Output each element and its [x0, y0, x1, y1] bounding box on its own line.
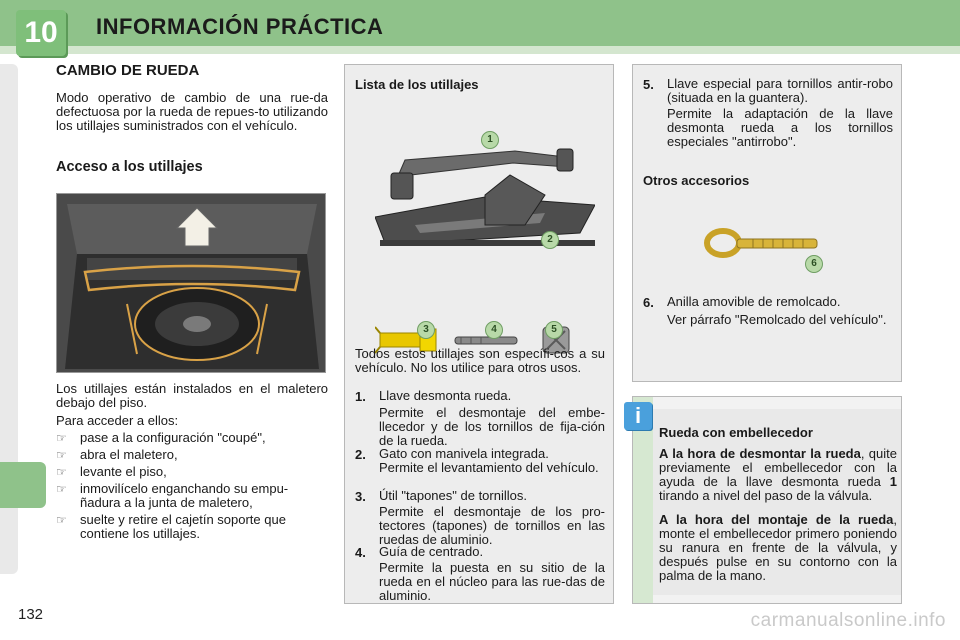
trunk-photo: [56, 193, 326, 373]
info-box-content: [653, 409, 901, 595]
tools-description: Todos estos utillajes son específi-cos a su vehículo. No los utilice para otros usos.: [355, 346, 605, 375]
list-item: ☞ abra el maletero,: [56, 447, 178, 462]
item-detail: Permite la puesta en su sitio de la rueda en el núcleo para las rue-das de aluminio.: [379, 560, 605, 603]
item-detail: Permite el desmontaje del embe-llecedor y de los tornillos de fija-ción de la rueda.: [379, 405, 605, 448]
callout-badge-4: 4: [485, 321, 503, 339]
tools-panel: [344, 64, 614, 604]
pointer-icon: ☞: [56, 448, 67, 462]
pointer-icon: ☞: [56, 465, 67, 479]
others-heading: Otros accesorios: [643, 173, 750, 188]
item-detail: Permite la adaptación de la llave desmonta rueda a los tornillos especiales "antirrobo".: [667, 106, 893, 149]
tools-heading: Lista de los utillajes: [355, 77, 479, 92]
item-detail: Permite el levantamiento del vehículo.: [379, 460, 599, 475]
accessories-panel: [632, 64, 902, 382]
item-name: Llave especial para tornillos antir-robo (situada en la guantera).: [667, 76, 893, 105]
info-mount-paragraph: A la hora del montaje de la rueda, monte el embellecedor primero poniendo su ranura en frente de la válvula, y después pulse en su contorno con la palma de la mano.: [659, 512, 897, 583]
watermark: carmanualsonline.info: [750, 610, 946, 631]
item-name: Anilla amovible de remolcado.: [667, 294, 841, 309]
info-icon: i: [624, 402, 652, 430]
item-number: 2.: [355, 447, 366, 462]
column-left: [56, 62, 328, 175]
item-number: 4.: [355, 545, 366, 560]
header-underline: [0, 46, 960, 54]
callout-badge-3: 3: [417, 321, 435, 339]
item-name: Guía de centrado.: [379, 544, 484, 559]
info-heading: Rueda con embellecedor: [659, 425, 813, 440]
item-name: Llave desmonta rueda.: [379, 388, 512, 403]
section-heading: CAMBIO DE RUEDA: [56, 62, 200, 79]
page-title: INFORMACIÓN PRÁCTICA: [96, 14, 384, 39]
item-name: Gato con manivela integrada.: [379, 446, 549, 461]
intro-text: Modo operativo de cambio de una rue-da defectuosa por la rueda de repues-to utilizando los utillajes suministrados con el vehículo.: [56, 90, 328, 133]
list-item: ☞ pase a la configuración "coupé",: [56, 430, 266, 445]
item-number: 3.: [355, 489, 366, 504]
item-number: 6.: [643, 295, 654, 310]
pointer-icon: ☞: [56, 513, 67, 527]
list-item: ☞ inmovilícelo enganchando su empu-ñadura a la junta de maletero,: [56, 481, 289, 510]
item-detail: Permite el desmontaje de los pro-tectores (tapones) de tornillos en las ruedas de aluminio.: [379, 504, 605, 547]
info-box: [632, 396, 902, 604]
callout-badge-6: 6: [805, 255, 823, 273]
trunk-illustration: [57, 194, 326, 373]
callout-badge-5: 5: [545, 321, 563, 339]
pointer-icon: ☞: [56, 431, 67, 445]
chapter-number: 10: [16, 10, 66, 56]
info-remove-paragraph: A la hora de desmontar la rueda, quite previamente el embellecedor con la ayuda de la llave desmonta rueda 1 tirando a nivel del paso de la válvula.: [659, 446, 897, 503]
item-number: 5.: [643, 77, 654, 92]
side-chapter-tab: [0, 462, 46, 508]
pointer-icon: ☞: [56, 482, 67, 496]
callout-badge-2: 2: [541, 231, 559, 249]
tools-location-text: Los utillajes están instalados en el maletero debajo del piso.: [56, 381, 328, 410]
item-name: Útil "tapones" de tornillos.: [379, 488, 527, 503]
page-number: 132: [18, 606, 44, 623]
callout-badge-1: 1: [481, 131, 499, 149]
list-item: ☞ suelte y retire el cajetín soporte que contiene los utillajes.: [56, 512, 286, 541]
wheel-wrench-icon: [391, 149, 573, 199]
column-left-bottom: [56, 382, 328, 541]
steps-intro: Para acceder a ellos:: [56, 413, 179, 428]
centering-guide-icon: [455, 337, 517, 344]
item-detail: Ver párrafo "Remolcado del vehículo".: [667, 312, 887, 327]
list-item: ☞ levante el piso,: [56, 464, 167, 479]
item-number: 1.: [355, 389, 366, 404]
subsection-heading: Acceso a los utillajes: [56, 159, 203, 175]
